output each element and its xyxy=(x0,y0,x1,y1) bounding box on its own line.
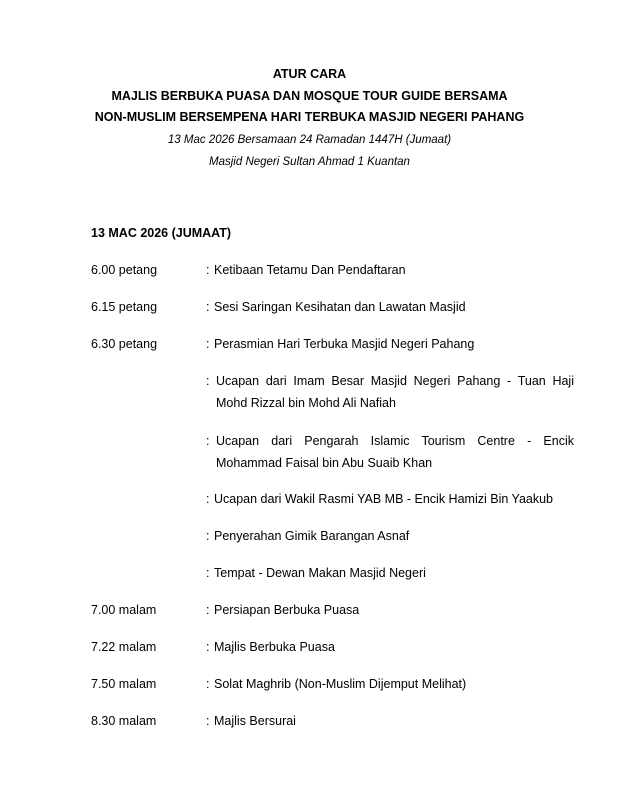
schedule-separator: : xyxy=(206,529,210,543)
schedule-activity: Penyerahan Gimik Barangan Asnaf xyxy=(214,529,410,543)
schedule-separator: : xyxy=(206,374,210,388)
schedule-activity: Solat Maghrib (Non-Muslim Dijemput Melihat) xyxy=(214,677,467,691)
schedule-activity-line: Ucapan dari Imam Besar Masjid Negeri Pahang - Tuan Haji xyxy=(216,374,574,388)
schedule-activity: Majlis Bersurai xyxy=(214,714,296,728)
event-date: 13 Mac 2026 Bersamaan 24 Ramadan 1447H (Jumaat) xyxy=(167,133,452,146)
schedule-separator: : xyxy=(206,300,210,314)
schedule-activity-line: Ucapan dari Pengarah Islamic Tourism Centre - Encik xyxy=(216,434,574,448)
schedule-time: 7.22 malam xyxy=(91,640,157,654)
schedule-activity: Ucapan dari Wakil Rasmi YAB MB - Encik Hamizi Bin Yaakub xyxy=(214,492,554,506)
schedule-separator: : xyxy=(206,566,210,580)
schedule-separator: : xyxy=(206,434,210,448)
schedule-separator: : xyxy=(206,603,210,617)
schedule-time: 7.00 malam xyxy=(91,603,157,617)
event-venue: Masjid Negeri Sultan Ahmad 1 Kuantan xyxy=(209,155,410,168)
schedule-activity xyxy=(216,370,574,414)
schedule-activity: Persiapan Berbuka Puasa xyxy=(214,603,360,617)
schedule-separator: : xyxy=(206,337,210,351)
event-title-line-1: MAJLIS BERBUKA PUASA DAN MOSQUE TOUR GUIDE BERSAMA xyxy=(111,88,508,103)
schedule-time: 8.30 malam xyxy=(91,714,157,728)
day-heading: 13 MAC 2026 (JUMAAT) xyxy=(91,226,232,240)
schedule-separator: : xyxy=(206,640,210,654)
schedule-activity: Ketibaan Tetamu Dan Pendaftaran xyxy=(214,263,406,277)
event-title-line-2: NON-MUSLIM BERSEMPENA HARI TERBUKA MASJID NEGERI PAHANG xyxy=(94,110,525,124)
schedule-separator: : xyxy=(206,492,210,506)
schedule-separator: : xyxy=(206,263,210,277)
schedule-activity-line: Mohd Rizzal bin Mohd Ali Nafiah xyxy=(216,396,396,410)
schedule-activity: Majlis Berbuka Puasa xyxy=(214,640,335,654)
schedule-separator: : xyxy=(206,677,210,691)
schedule-time: 7.50 malam xyxy=(91,677,157,691)
schedule-activity: Tempat - Dewan Makan Masjid Negeri xyxy=(214,566,426,580)
schedule-time: 6.00 petang xyxy=(91,263,158,277)
schedule-activity-line: Mohammad Faisal bin Abu Suaib Khan xyxy=(216,456,433,470)
schedule-activity xyxy=(216,430,574,474)
schedule-activity: Sesi Saringan Kesihatan dan Lawatan Masjid xyxy=(214,300,466,314)
schedule-time: 6.30 petang xyxy=(91,337,158,351)
schedule-activity: Perasmian Hari Terbuka Masjid Negeri Pahang xyxy=(214,337,475,351)
schedule-time: 6.15 petang xyxy=(91,300,158,314)
schedule-separator: : xyxy=(206,714,210,728)
document-header xyxy=(0,64,619,173)
page-title: ATUR CARA xyxy=(272,67,347,81)
